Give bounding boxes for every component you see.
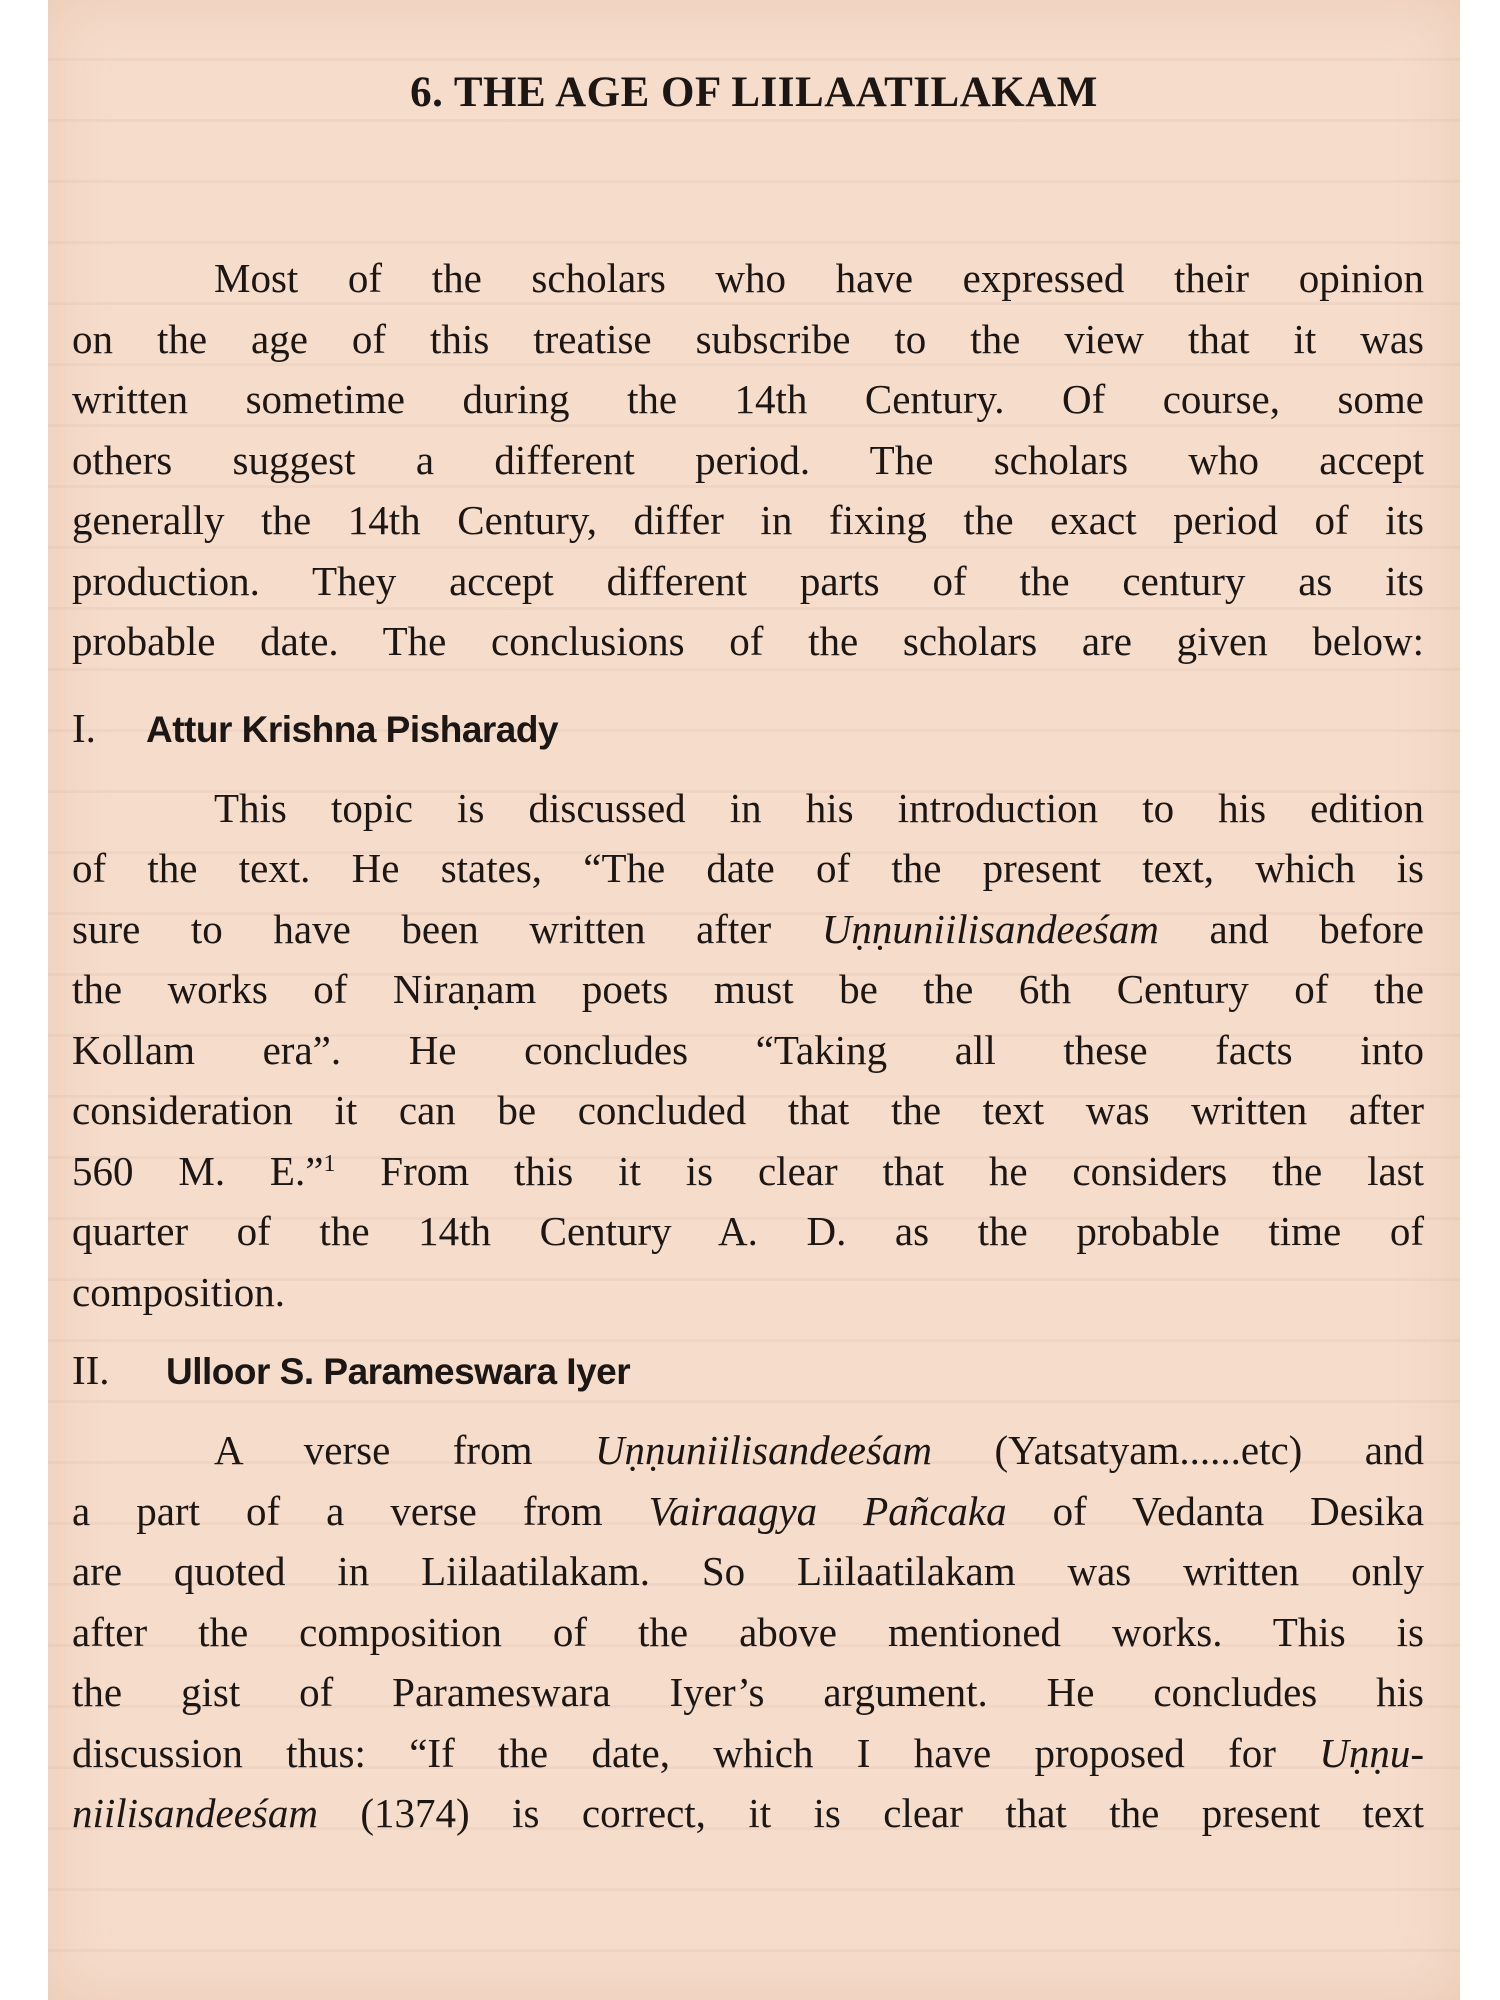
intro-line: written sometime during the 14th Century. Of course, some	[72, 376, 1424, 422]
text-line	[72, 1420, 1424, 1481]
intro-line: on the age of this treatise subscribe to the view that it was	[72, 315, 1424, 362]
work-title: Vairaagya Pañcaka	[648, 1487, 1007, 1534]
text-run: From this it is clear that he considers the last	[335, 1147, 1425, 1194]
text-run: sure to have been written after	[72, 905, 822, 952]
section-name: Ulloor S. Parameswara Iyer	[166, 1351, 631, 1392]
text-line	[72, 1723, 1424, 1784]
text-line: the gist of Parameswara Iyer’s argument. He concludes his	[72, 1669, 1424, 1715]
text-line: the works of Niraṇam poets must be the 6th Century of the	[72, 966, 1424, 1012]
section-heading-1	[72, 698, 1424, 760]
text-run: (Yatsatyam......etc) and	[932, 1427, 1424, 1473]
section-name: Attur Krishna Pisharady	[146, 708, 559, 750]
section-heading-2	[72, 1340, 1424, 1402]
text-line: are quoted in Liilaatilakam. So Liilaatilakam was written only	[72, 1548, 1424, 1594]
text-line: Kollam era”. He concludes “Taking all these facts into	[72, 1026, 1424, 1073]
footnote-marker: 1	[323, 1150, 336, 1177]
text-line: of the text. He states, “The date of the present text, which is	[72, 845, 1424, 891]
work-title: Uṇṇuniilisandeeśam	[594, 1427, 933, 1473]
text-line: quarter of the 14th Century A. D. as the probable time of	[72, 1208, 1424, 1254]
text-run: of Vedanta Desika	[1006, 1487, 1425, 1534]
intro-line: others suggest a different period. The scholars who accept	[72, 436, 1424, 483]
text-line	[72, 1783, 1424, 1844]
work-title: Uṇṇu-	[1319, 1729, 1424, 1776]
text-line: This topic is discussed in his introduction to his edition	[214, 784, 1424, 831]
work-title: Uṇṇuniilisandeeśam	[821, 905, 1159, 952]
work-title: niilisandeeśam	[72, 1790, 318, 1836]
text-run: (1374) is correct, it is clear that the present text	[317, 1790, 1424, 1836]
text-line	[72, 1141, 1424, 1202]
section-2-paragraph	[72, 1420, 1424, 1844]
intro-line: Most of the scholars who have expressed their opinion	[214, 255, 1424, 301]
text-line	[72, 899, 1424, 960]
section-number: II.	[72, 1347, 110, 1393]
text-run: discussion thus: “If the date, which I have proposed for	[72, 1729, 1320, 1776]
text-run: and before	[1158, 905, 1425, 952]
page-body	[72, 248, 1424, 1844]
text-run: 560 M. E.”	[72, 1147, 324, 1194]
intro-line: generally the 14th Century, differ in fixing the exact period of its	[72, 497, 1424, 543]
section-number: I.	[72, 704, 96, 751]
intro-line: production. They accept different parts of the century as its	[72, 557, 1424, 604]
chapter-title: 6. THE AGE OF LIILAATILAKAM	[410, 69, 1098, 116]
text-line	[72, 1481, 1424, 1542]
text-run: A verse from	[214, 1427, 595, 1473]
text-line: consideration it can be concluded that the text was written after	[72, 1087, 1424, 1133]
section-1-paragraph	[72, 778, 1424, 1323]
intro-line: probable date. The conclusions of the scholars are given below:	[72, 618, 1424, 664]
intro-paragraph	[72, 248, 1424, 672]
book-page	[48, 0, 1460, 2000]
text-line: after the composition of the above mentioned works. This is	[72, 1608, 1424, 1655]
text-line: composition.	[72, 1268, 285, 1315]
text-run: a part of a verse from	[72, 1487, 649, 1534]
